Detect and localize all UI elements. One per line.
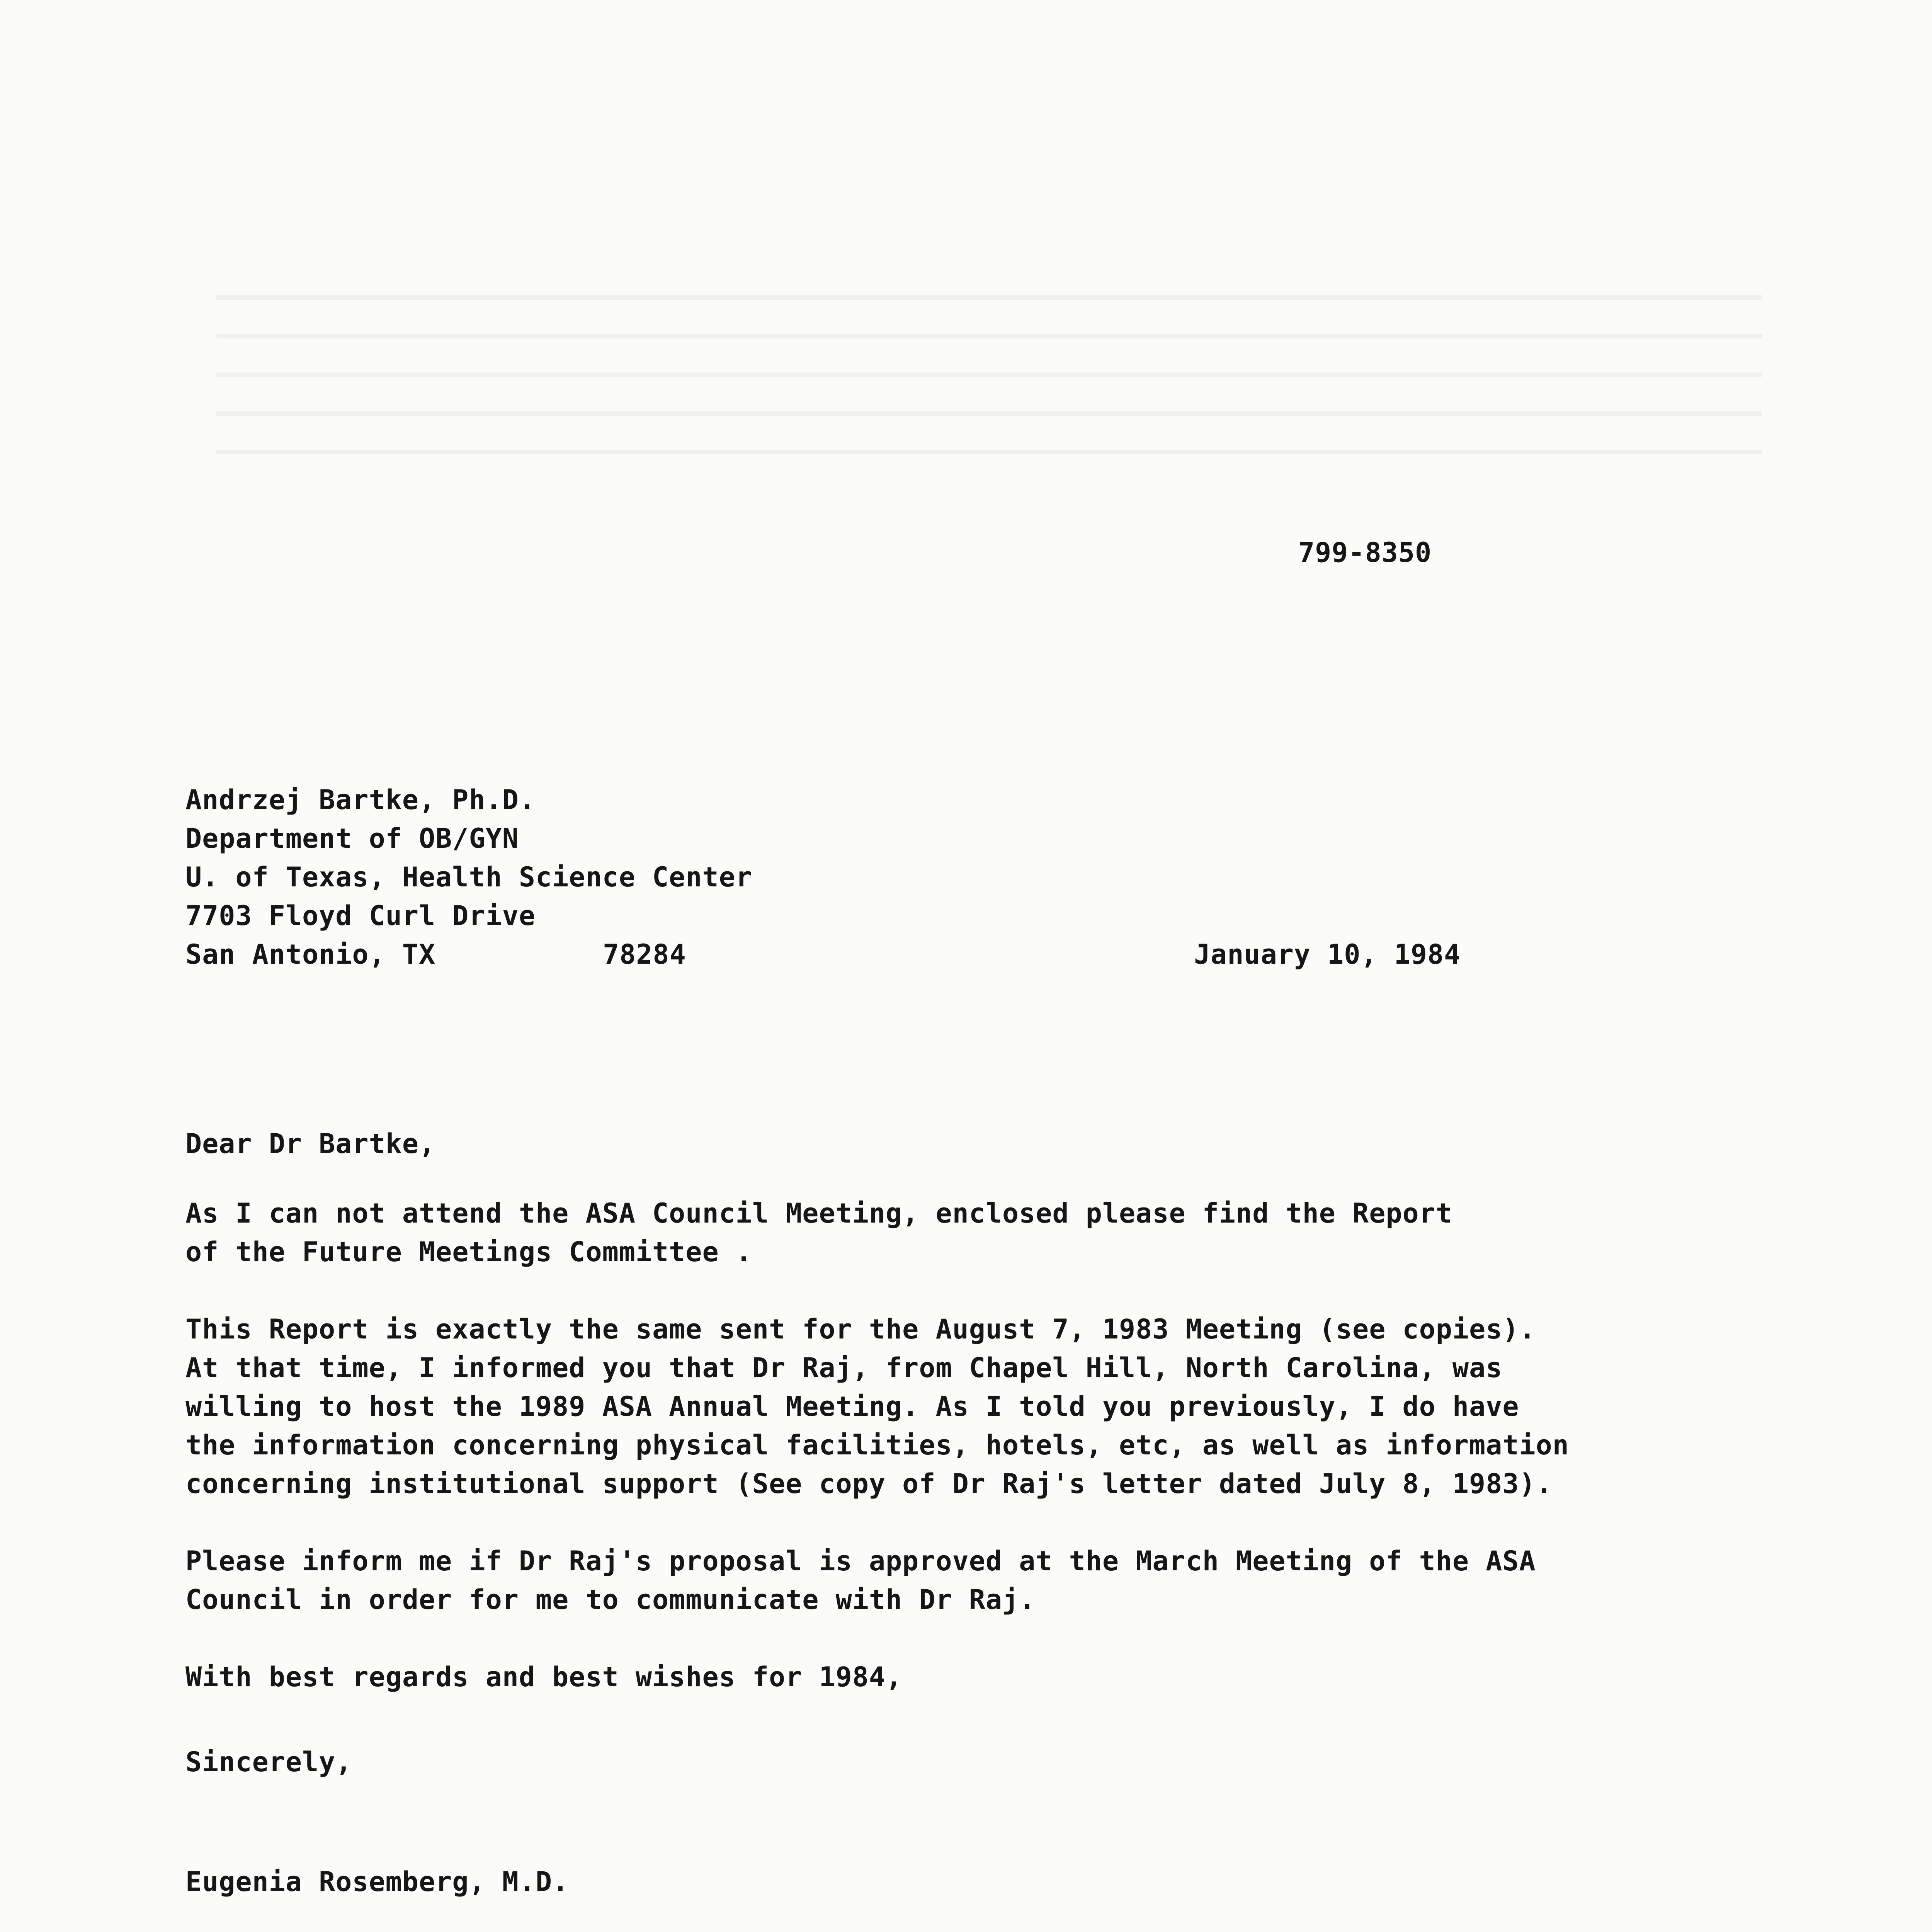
closing: Sincerely,	[185, 1746, 352, 1778]
paragraph-2	[185, 1310, 1569, 1503]
recipient-street: 7703 Floyd Curl Drive	[185, 900, 536, 932]
recipient-institution: U. of Texas, Health Science Center	[185, 861, 752, 893]
recipient-zip: 78284	[603, 939, 686, 970]
paragraph-1	[185, 1194, 1452, 1271]
paragraph-line: Please inform me if Dr Raj's proposal is approved at the March Meeting of the ASA	[185, 1545, 1536, 1577]
salutation: Dear Dr Bartke,	[185, 1128, 436, 1160]
recipient-city-state: San Antonio, TX	[185, 939, 436, 970]
signer-position-1	[185, 1930, 619, 1932]
paragraph-line: With best regards and best wishes for 1984,	[185, 1661, 903, 1693]
recipient-name: Andrzej Bartke, Ph.D.	[185, 784, 536, 816]
paragraph-line: of the Future Meetings Committee .	[185, 1236, 752, 1268]
paragraph-line: willing to host the 1989 ASA Annual Meeting. As I told you previously, I do have	[185, 1391, 1519, 1422]
paragraph-3	[185, 1542, 1536, 1619]
paragraph-line: concerning institutional support (See copy of Dr Raj's letter dated July 8, 1983).	[185, 1468, 1553, 1500]
signer-name: Eugenia Rosemberg, M.D.	[185, 1866, 569, 1898]
signer-title-1	[185, 1930, 619, 1932]
phone-number: 799-8350	[1298, 537, 1432, 568]
recipient-department: Department of OB/GYN	[185, 823, 519, 854]
paragraph-line: At that time, I informed you that Dr Raj, from Chapel Hill, North Carolina, was	[185, 1352, 1503, 1384]
letter-date: January 10, 1984	[1194, 939, 1461, 970]
paragraph-line: This Report is exactly the same sent for the August 7, 1983 Meeting (see copies).	[185, 1313, 1536, 1345]
paragraph-line: Council in order for me to communicate with Dr Raj.	[185, 1584, 1036, 1616]
paragraph-line: the information concerning physical facilities, hotels, etc, as well as information	[185, 1429, 1569, 1461]
bleed-through-text	[216, 278, 1762, 479]
paragraph-line: As I can not attend the ASA Council Meeting, enclosed please find the Report	[185, 1197, 1452, 1229]
paragraph-4	[185, 1658, 902, 1696]
signature-block	[185, 1862, 569, 1901]
